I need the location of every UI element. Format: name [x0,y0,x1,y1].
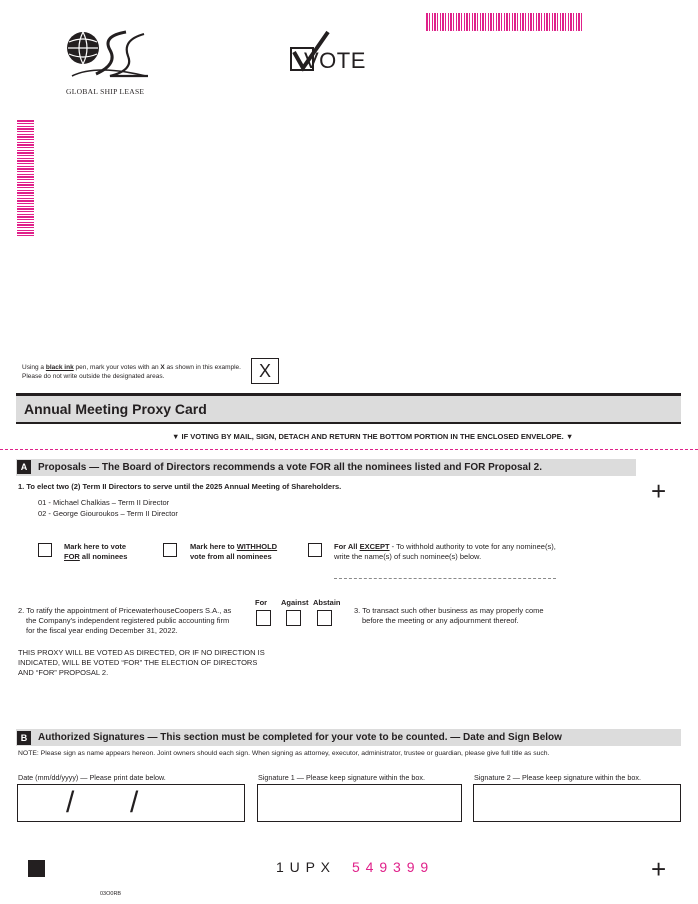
proposal-2-text: 2. To ratify the appointment of PricewaterhouseCoopers S.A., as the Company's independent registered public accounting firm for the fiscal year ending December 31, 2022. [18,606,232,635]
checkbox-proposal2-abstain[interactable] [317,610,332,626]
form-id: 03O0RB [100,891,122,897]
nominee-2: 02 - George Giouroukos – Term II Director [38,509,178,518]
section-b-heading: Authorized Signatures — This section must be completed for your vote to be counted. — Date and Sign Below [38,732,562,743]
marking-instructions: Using a black ink pen, mark your votes with an X as shown in this example. Please do not write outside the designated areas. [22,364,241,380]
vote-label: VOTE [304,48,366,73]
detach-line [0,449,698,450]
plus-mark-top: + [651,476,667,506]
company-name: GLOBAL SHIP LEASE [66,87,145,96]
option-for-all-label: Mark here to vote FOR all nominees [64,542,128,561]
date-separator-1: / [66,786,75,819]
option-withhold-label: Mark here to WITHHOLD vote from all nominees [190,542,278,561]
date-label: Date (mm/dd/yyyy) — Please print date below. [18,773,166,782]
column-abstain: Abstain [313,598,341,607]
checkbox-for-all-except[interactable] [308,543,322,557]
card-title: Annual Meeting Proxy Card [24,401,207,417]
registration-mark-square [28,860,45,877]
signature-2-label: Signature 2 — Please keep signature within the box. [474,773,642,782]
barcode-top [426,13,584,31]
column-against: Against [281,598,309,607]
option-except-label: For All EXCEPT - To withhold authority to vote for any nominee(s), write the name(s) of such nominee(s) below. [334,542,556,561]
column-for: For [255,598,268,607]
barcode-side [17,120,34,238]
checkbox-proposal2-for[interactable] [256,610,271,626]
section-a-badge: A [17,460,31,474]
footer-code: 1 U P X [276,859,331,875]
proposal-3-text: 3. To transact such other business as may properly come before the meeting or any adjournment thereof. [354,606,544,625]
section-a-heading: Proposals — The Board of Directors recommends a vote FOR all the nominees listed and FOR Proposal 2. [38,462,543,473]
signature-2-box[interactable] [473,784,681,822]
checkbox-withhold-all[interactable] [163,543,177,557]
globe-sl-logo-icon [66,30,150,86]
checkbox-proposal2-against[interactable] [286,610,301,626]
checkbox-for-all[interactable] [38,543,52,557]
signature-1-box[interactable] [257,784,462,822]
mail-notice: ▼ IF VOTING BY MAIL, SIGN, DETACH AND RETURN THE BOTTOM PORTION IN THE ENCLOSED ENVELOPE. ▼ [172,432,574,441]
except-nominee-write-line[interactable] [334,578,556,579]
title-rule-bottom [16,422,681,424]
nominee-1: 01 - Michael Chalkias – Term II Director [38,498,170,507]
proxy-note: THIS PROXY WILL BE VOTED AS DIRECTED, OR IF NO DIRECTION IS INDICATED, WILL BE VOTED “FOR” THE ELECTION OF DIRECTORS AND “FOR” PROPOSAL 2. [18,648,265,677]
footer-number: 5 4 9 3 9 9 [352,859,430,875]
signature-note: NOTE: Please sign as name appears hereon. Joint owners should each sign. When signing as attorney, executor, administrator, trustee or guardian, please give full title as such. [18,750,550,757]
section-b-badge: B [17,731,31,745]
date-separator-2: / [130,786,139,819]
proposal-1-text: 1. To elect two (2) Term II Directors to serve until the 2025 Annual Meeting of Shareholders. [18,482,342,491]
example-mark-box: X [251,358,279,384]
signature-1-label: Signature 1 — Please keep signature within the box. [258,773,426,782]
plus-mark-bottom: + [651,854,667,884]
